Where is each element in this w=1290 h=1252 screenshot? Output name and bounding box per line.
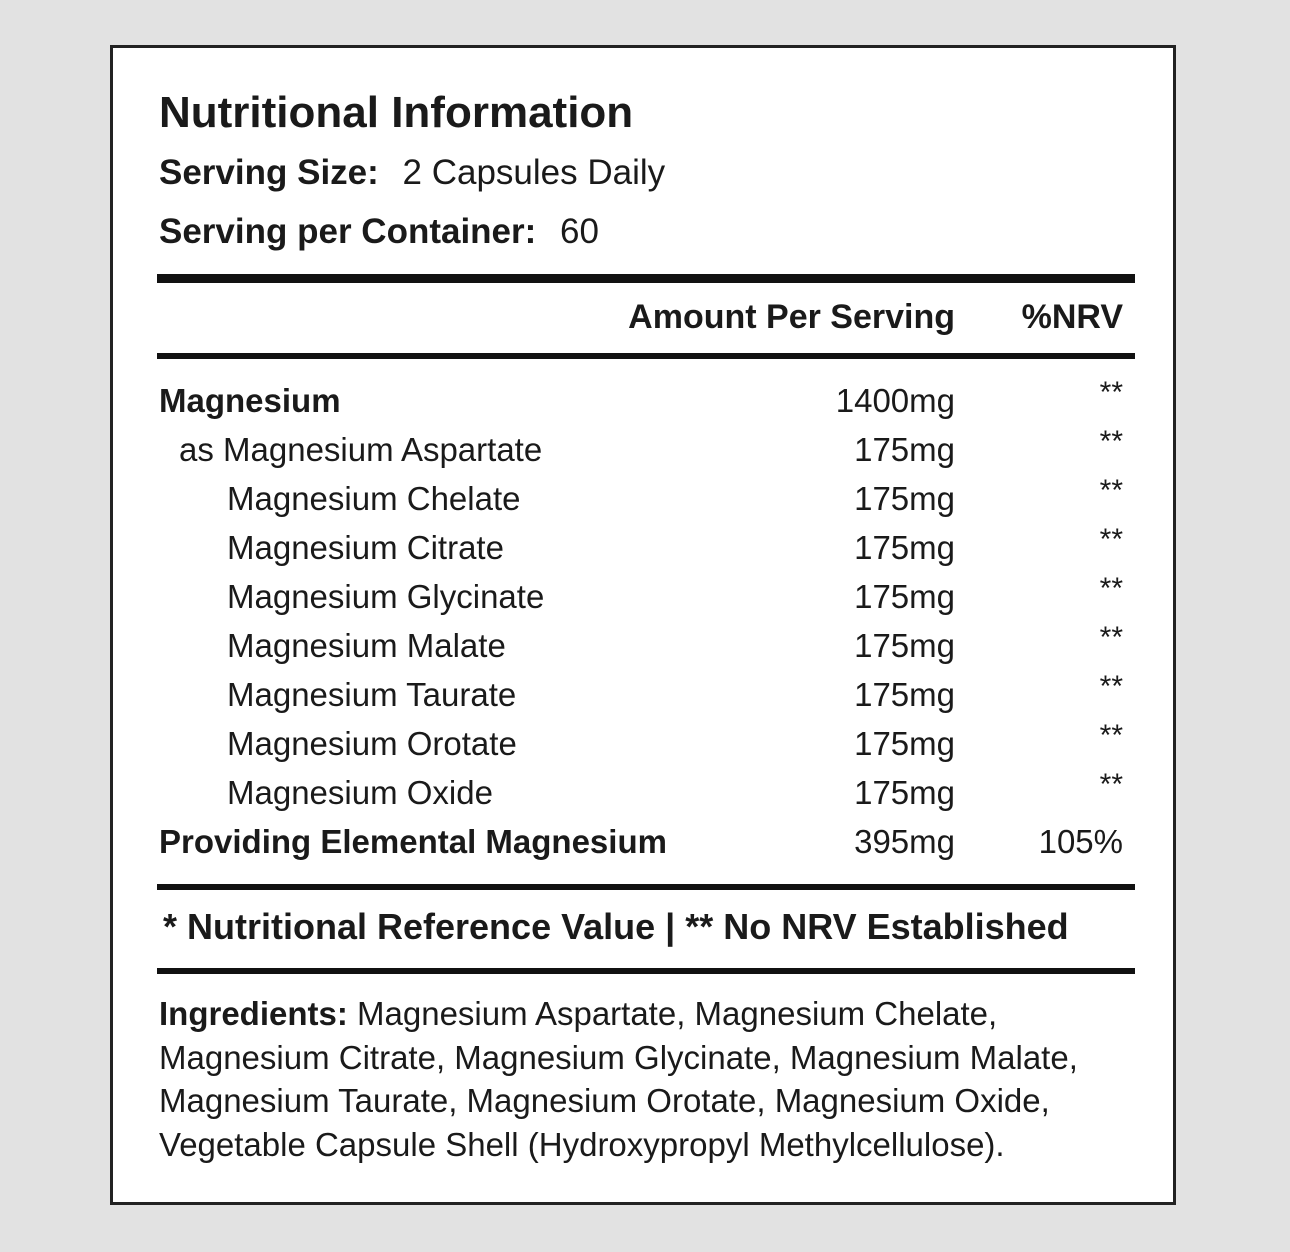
divider-thick [157, 274, 1135, 283]
nutrient-amount: 175mg [854, 676, 955, 713]
serving-size-label: Serving Size: [159, 153, 379, 192]
table-row [113, 425, 1173, 480]
divider-header [157, 353, 1135, 359]
nutrient-nrv: ** [1099, 376, 1123, 409]
serving-size [159, 153, 665, 193]
divider-footnote-top [157, 884, 1135, 890]
table-row [113, 719, 1173, 774]
nutrient-amount: 175mg [854, 578, 955, 615]
nutrient-name: Magnesium Chelate [227, 480, 521, 517]
nrv-footnote: * Nutritional Reference Value | ** No NRV Established [163, 906, 1069, 947]
nrv-column-header: %NRV [1021, 298, 1123, 336]
nutrient-nrv: ** [1099, 670, 1123, 703]
nutrient-name: Magnesium [159, 382, 341, 419]
nutrition-label [110, 45, 1176, 1205]
nutrient-amount: 175mg [854, 774, 955, 811]
servings-per-container-label: Serving per Container: [159, 212, 537, 251]
nutrient-amount: 175mg [854, 627, 955, 664]
divider-footnote-bottom [157, 968, 1135, 974]
nutrient-nrv: ** [1099, 523, 1123, 556]
label-title: Nutritional Information [159, 88, 634, 137]
ingredients-block [159, 992, 1149, 1166]
nutrient-nrv: ** [1099, 572, 1123, 605]
nutrient-amount: 175mg [854, 529, 955, 566]
table-row [113, 768, 1173, 823]
ingredients-text: Magnesium Aspartate, Magnesium Chelate, Magnesium Citrate, Magnesium Glycinate, Magnesium Malate, Magnesium Taurate, Magnesium Orotate, Magnesium Oxide, Vegetable Capsule Shell (Hydroxypropyl Methylcellulose). [159, 995, 1078, 1163]
table-row [113, 474, 1173, 529]
nutrient-name: Magnesium Oxide [227, 774, 493, 811]
amount-column-header: Amount Per Serving [628, 298, 955, 336]
servings-per-container [159, 212, 599, 252]
nutrient-name: Magnesium Taurate [227, 676, 517, 713]
nutrient-amount: 175mg [854, 480, 955, 517]
table-row [113, 572, 1173, 627]
nutrient-amount: 175mg [854, 431, 955, 468]
nutrient-name: Magnesium Orotate [227, 725, 517, 762]
nutrient-name: Magnesium Malate [227, 627, 506, 664]
nutrient-name: Providing Elemental Magnesium [159, 823, 667, 860]
ingredients-label: Ingredients: [159, 995, 348, 1032]
table-row [113, 523, 1173, 578]
serving-size-value: 2 Capsules Daily [402, 153, 666, 192]
nutrient-name: Magnesium Citrate [227, 529, 504, 566]
nutrient-nrv: ** [1099, 719, 1123, 752]
nutrient-amount: 1400mg [835, 382, 955, 419]
nutrient-nrv: ** [1099, 621, 1123, 654]
table-row [113, 621, 1173, 676]
nutrient-amount: 175mg [854, 725, 955, 762]
nutrient-amount: 395mg [854, 823, 955, 860]
nutrient-nrv: 105% [1038, 823, 1123, 860]
nutrient-nrv: ** [1099, 474, 1123, 507]
nutrient-name: Magnesium Glycinate [227, 578, 545, 615]
nutrient-nrv: ** [1099, 425, 1123, 458]
nutrient-nrv: ** [1099, 768, 1123, 801]
servings-per-container-value: 60 [560, 212, 599, 251]
table-row [113, 376, 1173, 431]
nutrient-name: as Magnesium Aspartate [179, 431, 543, 468]
table-row [113, 670, 1173, 725]
table-row [113, 823, 1173, 872]
